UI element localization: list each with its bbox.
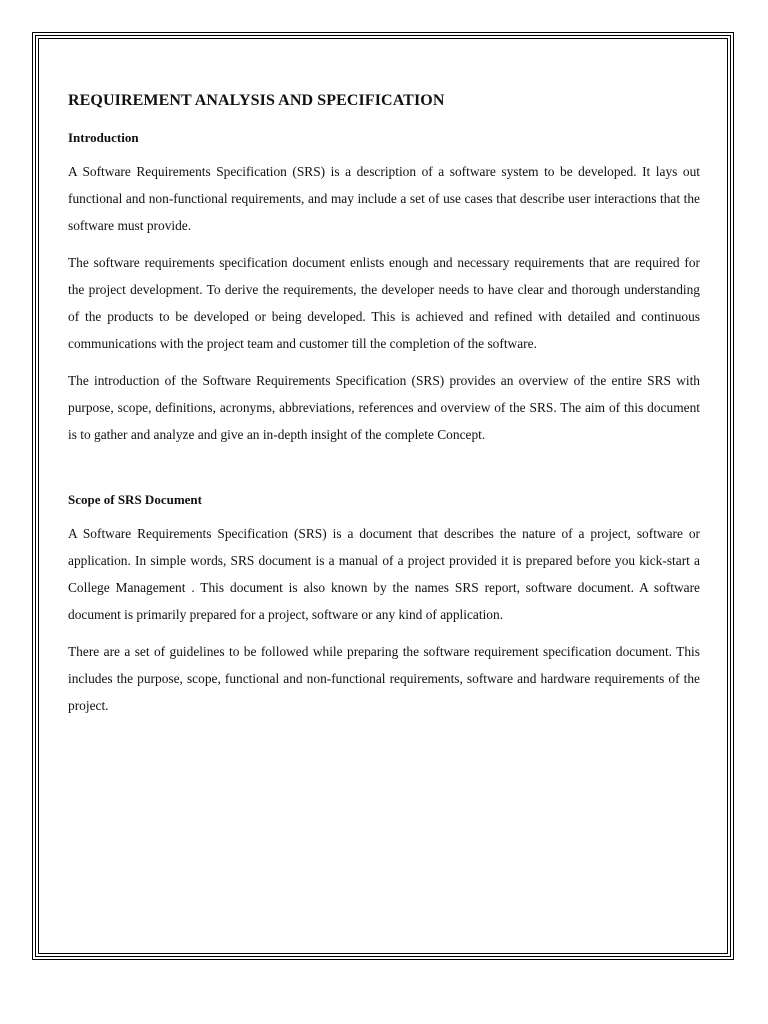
document-title: REQUIREMENT ANALYSIS AND SPECIFICATION xyxy=(68,92,445,109)
paragraph: The software requirements specification document enlists enough and necessary requirements that are required for the project development. To derive the requirements, the developer needs to have clear and thorough understanding of the products to be developed or being developed. This is achieved and refined with detailed and continuous communications with the project team and customer till the completion of the software. xyxy=(68,255,700,351)
paragraph: The introduction of the Software Requirements Specification (SRS) provides an overview of the entire SRS with purpose, scope, definitions, acronyms, abbreviations, references and overview of the SRS. The aim of this document is to gather and analyze and give an in-depth insight of the complete Concept. xyxy=(68,373,700,442)
paragraph: A Software Requirements Specification (SRS) is a description of a software system to be developed. It lays out functional and non-functional requirements, and may include a set of use cases that describe user interactions that the software must provide. xyxy=(68,164,700,233)
section-heading: Introduction xyxy=(68,130,139,145)
paragraph: There are a set of guidelines to be followed while preparing the software requirement specification document. This includes the purpose, scope, functional and non-functional requirements, software and hardware requirements of the project. xyxy=(68,644,700,713)
section-introduction xyxy=(68,130,700,448)
paragraph: A Software Requirements Specification (SRS) is a document that describes the nature of a project, software or application. In simple words, SRS document is a manual of a project provided it is prepared before you kick-start a College Management . This document is also known by the names SRS report, software document. A software document is primarily prepared for a project, software or any kind of application. xyxy=(68,526,700,622)
section-spacer xyxy=(68,458,700,492)
document-body xyxy=(68,92,700,729)
section-heading: Scope of SRS Document xyxy=(68,492,202,507)
section-scope xyxy=(68,492,700,719)
